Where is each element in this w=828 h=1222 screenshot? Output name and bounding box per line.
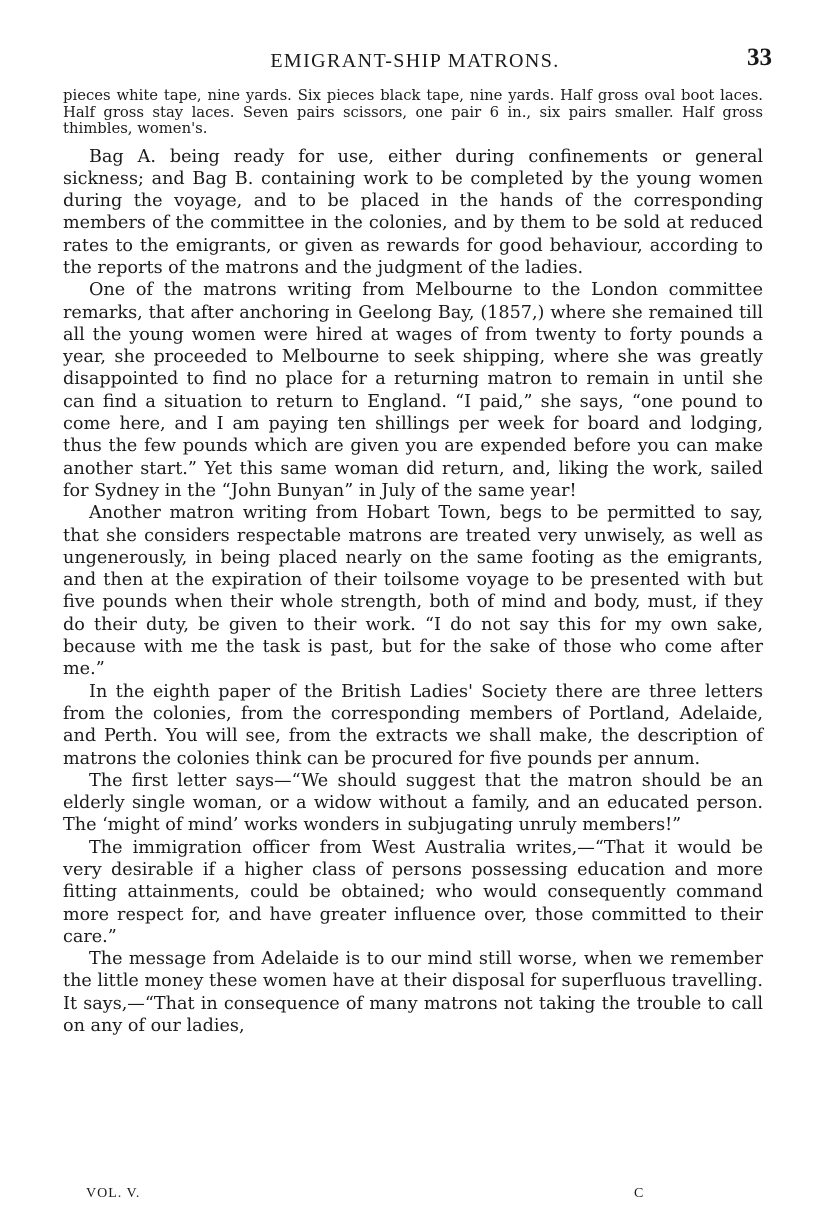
paragraph-adelaide: The message from Adelaide is to our mind still worse, when we remember the little money these women have at their disposal for superfluous travelling. It says,—“That in consequence of many matrons not taking the trouble to call on any of our ladies,: [63, 949, 763, 1037]
paragraph-supply-list: pieces white tape, nine yards. Six pieces black tape, nine yards. Half gross oval boot laces. Half gross stay laces. Seven pairs scissors, one pair 6 in., six pairs smaller. Half gross thimbles, women's.: [63, 87, 763, 137]
body-text: [63, 88, 763, 1037]
volume-label: VOL. V.: [86, 1186, 141, 1201]
running-title: EMIGRANT-SHIP MATRONS.: [270, 50, 560, 72]
paragraph-first-letter: The first letter says—“We should suggest that the matron should be an elderly single woman, or a widow without a family, and an educated person. The ‘might of mind’ works wonders in subjugating unruly members!”: [63, 770, 763, 836]
signature-mark: C: [634, 1186, 645, 1201]
page-header: [62, 44, 772, 78]
paragraph-eighth-paper: In the eighth paper of the British Ladies' Society there are three letters from the colonies, from the corresponding members of Portland, Adelaide, and Perth. You will see, from the extracts we shall make, the description of matrons the colonies think can be procured for five pounds per annum.: [63, 681, 763, 769]
paragraph-melbourne-matron: One of the matrons writing from Melbourne to the London committee remarks, that after anchoring in Geelong Bay, (1857,) where she remained till all the young women were hired at wages of from twenty to forty pounds a year, she proceeded to Melbourne to seek shipping, where she was greatly disappointed to find no place for a returning matron to remain in until she can find a situation to return to England. “I paid,” she says, “one pound to come here, and I am paying ten shillings per week for board and lodging, thus the few pounds which are given you are expended before you can make another start.” Yet this same woman did return, and, liking the work, sailed for Sydney in the “John Bunyan” in July of the same year!: [63, 280, 763, 501]
paragraph-hobart-matron: Another matron writing from Hobart Town, begs to be permitted to say, that she considers respectable matrons are treated very unwisely, as well as ungenerously, in being placed nearly on the same footing as the emigrants, and then at the expiration of their toilsome voyage to be presented with but five pounds when their whole strength, both of mind and body, must, if they do their duty, be given to their work. “I do not say this for my own sake, because with me the task is past, but for the sake of those who come after me.”: [63, 503, 763, 680]
page-footer: [86, 1186, 706, 1202]
page-number: 33: [747, 44, 772, 71]
paragraph-west-australia: The immigration officer from West Australia writes,—“That it would be very desirable if a higher class of persons possessing education and more fitting attainments, could be obtained; who would consequently command more respect for, and have greater influence over, those committed to their care.”: [63, 837, 763, 947]
paragraph-bags: Bag A. being ready for use, either during confinements or general sickness; and Bag B. containing work to be completed by the young women during the voyage, and to be placed in the hands of the corresponding members of the committee in the colonies, and by them to be sold at reduced rates to the emigrants, or given as rewards for good behaviour, according to the reports of the matrons and the judgment of the ladies.: [63, 146, 763, 278]
